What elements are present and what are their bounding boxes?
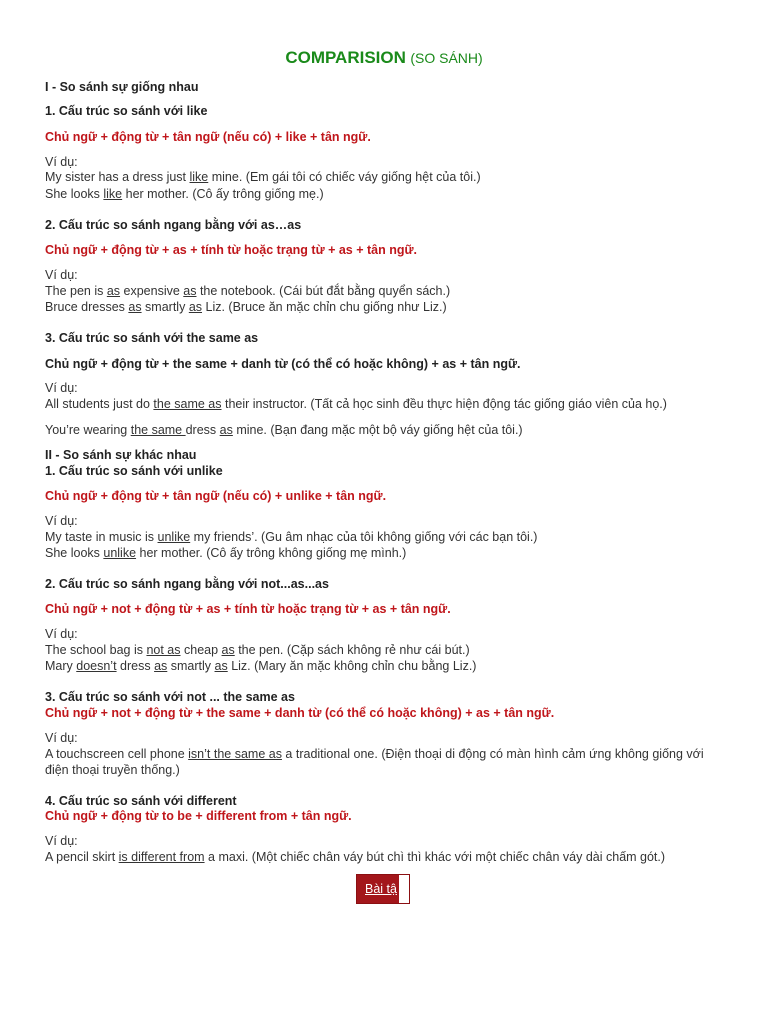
s2-1-example-2: She looks unlike her mother. (Cô ấy trông không giống mẹ mình.)	[45, 546, 407, 560]
s1-1-heading: 1. Cấu trúc so sánh với like	[45, 104, 208, 118]
s2-1-formula: Chủ ngữ + động từ + tân ngữ (nếu có) + unlike + tân ngữ.	[45, 489, 387, 503]
s1-3-heading: 3. Cấu trúc so sánh với the same as	[45, 331, 259, 345]
s2-3-heading: 3. Cấu trúc so sánh với not ... the same as	[45, 690, 295, 704]
s2-2-example-1: The school bag is not as cheap as the pen. (Cặp sách không rẻ như cái bút.)	[45, 643, 470, 657]
s2-4-example-label: Ví dụ:	[45, 834, 78, 848]
s2-4-example-1: A pencil skirt is different from a maxi. (Một chiếc chân váy bút chì thì khác với một chiếc chân váy dài chấm gót.)	[45, 850, 666, 864]
s2-2-formula: Chủ ngữ + not + động từ + as + tính từ hoặc trạng từ + as + tân ngữ.	[45, 602, 451, 616]
s1-2-formula: Chủ ngữ + động từ + as + tính từ hoặc trạng từ + as + tân ngữ.	[45, 243, 418, 257]
s1-2-example-label: Ví dụ:	[45, 268, 78, 282]
s1-1-formula: Chủ ngữ + động từ + tân ngữ (nếu có) + like + tân ngữ.	[45, 130, 371, 144]
page-title	[45, 48, 723, 68]
s2-1-example-1: My taste in music is unlike my friends’. (Gu âm nhạc của tôi không giống với các bạn tôi.)	[45, 530, 538, 544]
section-1-heading: I - So sánh sự giống nhau	[45, 80, 199, 94]
s1-2-heading: 2. Cấu trúc so sánh ngang bằng với as…as	[45, 218, 302, 232]
s2-3-example-label: Ví dụ:	[45, 731, 78, 745]
exercise-button[interactable]	[356, 874, 410, 904]
s2-1-heading: 1. Cấu trúc so sánh với unlike	[45, 464, 223, 478]
s2-2-example-2: Mary doesn’t dress as smartly as Liz. (Mary ăn mặc không chỉn chu bằng Liz.)	[45, 659, 477, 673]
s1-3-example-1: All students just do the same as their instructor. (Tất cả học sinh đều thực hiện động tác giống giáo viên của họ.)	[45, 397, 667, 411]
s1-2-example-2: Bruce dresses as smartly as Liz. (Bruce ăn mặc chỉn chu giống như Liz.)	[45, 300, 447, 314]
s2-1-example-label: Ví dụ:	[45, 514, 78, 528]
section-2-heading: II - So sánh sự khác nhau	[45, 448, 197, 462]
s1-3-formula: Chủ ngữ + động từ + the same + danh từ (có thể có hoặc không) + as + tân ngữ.	[45, 357, 521, 371]
s2-3-example-1: A touchscreen cell phone isn’t the same as a traditional one. (Điện thoại di động có màn hình cảm ứng không giống với điện thoại truyền thống.)	[45, 747, 704, 777]
exercise-button-label: Bài tậ	[365, 882, 397, 896]
title-subtitle: (SO SÁNH)	[410, 50, 483, 66]
s1-1-example-2: She looks like her mother. (Cô ấy trông giống mẹ.)	[45, 187, 324, 201]
s2-3-formula: Chủ ngữ + not + động từ + the same + danh từ (có thể có hoặc không) + as + tân ngữ.	[45, 706, 555, 720]
title-main: COMPARISION	[285, 48, 406, 67]
s1-1-example-label: Ví dụ:	[45, 155, 78, 169]
s1-1-example-1: My sister has a dress just like mine. (Em gái tôi có chiếc váy giống hệt của tôi.)	[45, 170, 481, 184]
s1-3-example-2: You’re wearing the same dress as mine. (Bạn đang mặc một bộ váy giống hệt của tôi.)	[45, 423, 523, 437]
s2-4-heading: 4. Cấu trúc so sánh với different	[45, 794, 237, 808]
s1-2-example-1: The pen is as expensive as the notebook. (Cái bút đắt bằng quyển sách.)	[45, 284, 451, 298]
s2-4-formula: Chủ ngữ + động từ to be + different from + tân ngữ.	[45, 809, 352, 823]
s1-3-example-label: Ví dụ:	[45, 381, 78, 395]
s2-2-example-label: Ví dụ:	[45, 627, 78, 641]
s2-2-heading: 2. Cấu trúc so sánh ngang bằng với not...as...as	[45, 577, 329, 591]
